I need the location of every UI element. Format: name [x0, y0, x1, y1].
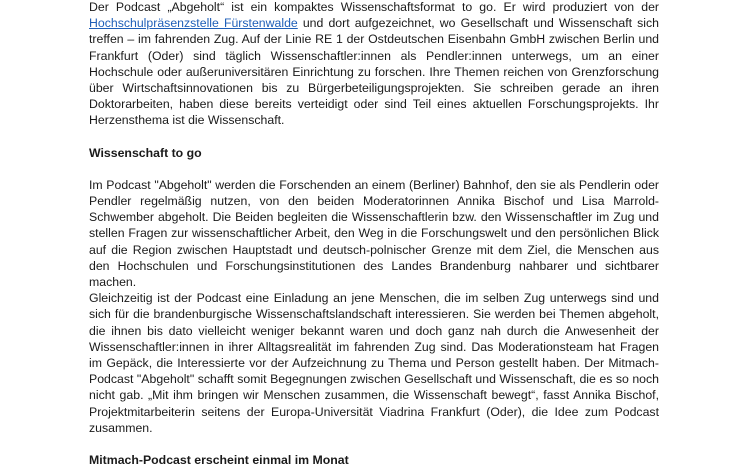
- intro-text-start: Der Podcast „Abgeholt“ ist ein kompaktes Wissenschaftsformat to go. Er wird produziert von der: [89, 0, 659, 14]
- praesenzstelle-link[interactable]: Hochschulpräsenzstelle Fürstenwalde: [89, 16, 298, 31]
- spacer: [89, 129, 659, 145]
- spacer: [89, 161, 659, 177]
- document-body: [89, 0, 659, 468]
- intro-text-end: und dort aufgezeichnet, wo Gesellschaft und Wissenschaft sich treffen – im fahrenden Zug. Auf der Linie RE 1 der Ostdeutschen Eisenbahn GmbH zwischen Berlin und Frankfurt (Oder) sind täglich Wissenschaftler:innen als Pendler:innen unterwegs, um an einer Hochschule oder außeruniversitären Einrichtung zu forschen. Ihre Themen reichen von Grenzforschung über Wirtschaftsinnovationen bis zu Bürgerbeteiligungsprojekten. Sie schreiben gerade an ihren Doktorarbeiten, haben diese bereits verteidigt oder sind Teil eines aktuellen Forschungsprojekts. Ihr Herzensthema ist die Wissenschaft.: [89, 16, 659, 128]
- section-heading-mitmach-podcast: Mitmach-Podcast erscheint einmal im Monat: [89, 453, 349, 468]
- spacer: [89, 436, 659, 452]
- intro-paragraph: [89, 0, 659, 129]
- section-heading-wissenschaft-to-go: Wissenschaft to go: [89, 145, 202, 160]
- section1-paragraph-2: Gleichzeitig ist der Podcast eine Einladung an jene Menschen, die im selben Zug unterwegs sind und sich für die brandenburgische Wissenschaftslandschaft interessieren. Sie werden bei Themen abgeholt, die ihnen bis dato vielleicht weniger bekannt waren und doch ganz nah durch die Anwesenheit der Wissenschaftler:innen in ihrer Alltagsrealität im fahrenden Zug sind. Das Moderationsteam hat Fragen im Gepäck, die Interessierte vor der Aufzeichnung zu Thema und Person gestellt haben. Der Mitmach-Podcast "Abgeholt" schafft somit Begegnungen zwischen Gesellschaft und Wissenschaft, die es so noch nicht gab. „Mit ihm bringen wir Menschen zusammen, die Wissenschaft bewegt“, fasst Annika Bischof, Projektmitarbeiterin seitens der Europa-Universität Viadrina Frankfurt (Oder), die Idee zum Podcast zusammen.: [89, 291, 659, 435]
- section1-paragraph-1: Im Podcast "Abgeholt" werden die Forschenden an einem (Berliner) Bahnhof, den sie als Pendlerin oder Pendler regelmäßig nutzen, von den beiden Moderatorinnen Annika Bischof und Lisa Marrold-Schwember abgeholt. Die Beiden begleiten die Wissenschaftlerin bzw. den Wissenschaftler im Zug und stellen Fragen zur wissenschaftlicher Arbeit, den Weg in die Forschungswelt und den persönlichen Blick auf die Region zwischen Hauptstadt und deutsch-polnischer Grenze mit dem Ziel, die Menschen aus den Hochschulen und Forschungsinstitutionen des Landes Brandenburg nahbarer und sichtbarer machen.: [89, 177, 659, 290]
